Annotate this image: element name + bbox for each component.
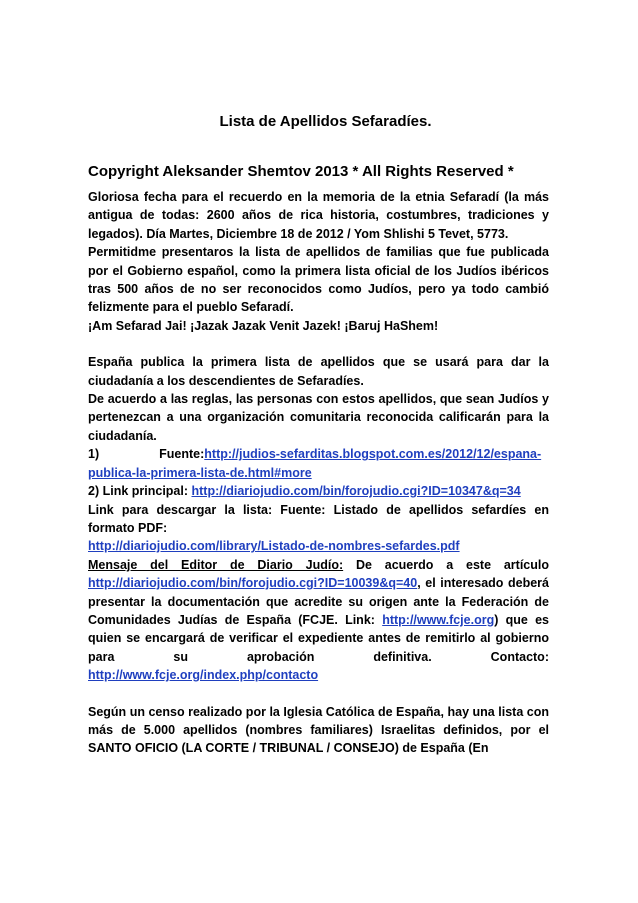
paragraph-gap (88, 685, 549, 703)
source-1-number: 1) (88, 447, 100, 462)
editor-label: Mensaje del Editor de Diario Judío: (88, 557, 344, 572)
document-title: Lista de Apellidos Sefaradíes. (219, 113, 432, 130)
copyright-notice: Copyright Aleksander Shemtov 2013 * All Rights Reserved * (88, 163, 514, 180)
pdf-download-link[interactable]: http://diariojudio.com/library/Listado-de-nombres-sefardes.pdf (88, 539, 460, 554)
fcje-link[interactable]: http://www.fcje.org (382, 612, 495, 627)
source-1-label: Fuente: (159, 447, 205, 462)
editor-text-3: ) que es quien se encargará de verificar el expediente antes de remitirlo al gobierno para su aprobación definitiva. Contacto: (88, 612, 549, 664)
contact-link[interactable]: http://www.fcje.org/index.php/contacto (88, 668, 319, 683)
source-1-line (88, 445, 549, 482)
intro-paragraph: Gloriosa fecha para el recuerdo en la memoria de la etnia Sefaradí (la más antigua de todas: 2600 años de rica historia, costumbres, tradiciones y legados). Día Martes, Diciembre 18 de 2012 / Yom Shlishi 5 Tevet, 5773. (88, 190, 549, 241)
census-paragraph: Según un censo realizado por la Iglesia Católica de España, hay una lista con más de 5.000 apellidos (nombres familiares) Israelitas definidos, por el SANTO OFICIO (LA CORTE / TRIBUNAL / CONSEJO) de España (En (88, 704, 549, 756)
paragraph-gap (88, 335, 549, 353)
rules-paragraph: De acuerdo a las reglas, las personas con estos apellidos, que sean Judíos y pertenezcan a una organización comunitaria reconocida calificarán para la ciudadanía. (88, 392, 549, 443)
document-page (88, 112, 549, 758)
editor-text-1: De acuerdo a este artículo (343, 557, 549, 572)
download-paragraph (88, 501, 549, 556)
source-1-link[interactable]: http://judios-sefarditas.blogspot.com.es/2012/12/espana-publica-la-primera-lista-de.html#more (88, 447, 542, 480)
source-2-link[interactable]: http://diariojudio.com/bin/forojudio.cgi?ID=10347&q=34 (191, 484, 521, 499)
source-2-label: 2) Link principal: (88, 484, 192, 499)
editor-paragraph (88, 556, 549, 685)
blessing-line: ¡Am Sefarad Jai! ¡Jazak Jazak Venit Jazek! ¡Baruj HaShem! (88, 318, 439, 333)
publication-paragraph: España publica la primera lista de apellidos que se usará para dar la ciudadanía a los descendientes de Sefaradíes. (88, 355, 549, 388)
download-text: Link para descargar la lista: Fuente: Listado de apellidos sefardíes en formato PDF: (88, 502, 549, 535)
source-2-line (88, 482, 549, 500)
editor-text-2: , el interesado deberá presentar la documentación que acredite su origen ante la Federación de Comunidades Judías de España (FCJE. Link: (88, 576, 549, 627)
presentation-paragraph: Permitidme presentaros la lista de apellidos de familias que fue publicada por el Gobierno español, como la primera lista oficial de los Judíos ibéricos tras 500 años de no ser reconocidos como Judíos, pero ya todo cambió felizmente para el pueblo Sefaradí. (88, 245, 549, 315)
article-link[interactable]: http://diariojudio.com/bin/forojudio.cgi?ID=10039&q=40 (88, 576, 418, 591)
